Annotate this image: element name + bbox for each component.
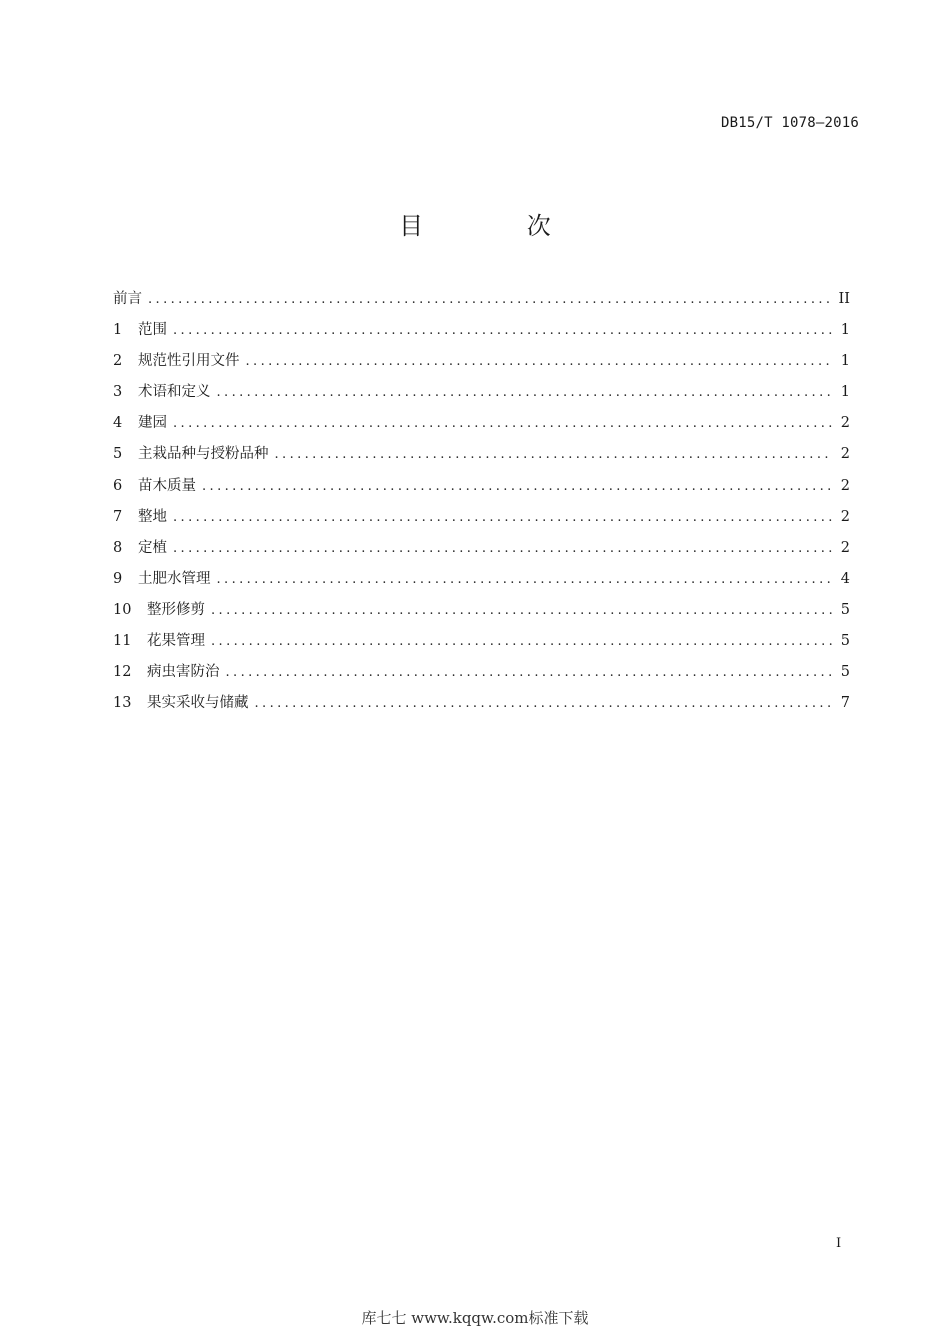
toc-entry-label: 建园 (138, 415, 167, 432)
standard-code: DB15/T 1078—2016 (720, 115, 859, 131)
toc-entry-label: 术语和定义 (138, 384, 211, 401)
toc-leader-dots (173, 323, 832, 338)
toc-entry-label: 定植 (138, 539, 167, 556)
toc-entry-page: 5 (840, 633, 850, 650)
toc-entry-label: 花果管理 (147, 633, 205, 650)
page-number: I (836, 1236, 842, 1251)
toc-entry-12[interactable] (113, 660, 850, 691)
toc-entry-number: 12 (113, 664, 132, 681)
toc-entry-label: 规范性引用文件 (138, 353, 240, 370)
toc-leader-dots (173, 510, 832, 525)
toc-entry-label: 整地 (138, 508, 167, 525)
toc-entry-page: 1 (840, 384, 850, 401)
toc-entry-page: II (838, 291, 850, 307)
toc-entry-9[interactable] (113, 567, 850, 598)
toc-entry-page: 1 (840, 322, 850, 339)
toc-entry-8[interactable] (113, 536, 850, 567)
toc-leader-dots (173, 541, 832, 556)
toc-entry-label: 苗木质量 (138, 477, 196, 494)
toc-entry-label: 病虫害防治 (147, 664, 220, 681)
toc-leader-dots (246, 354, 833, 369)
toc-entry-label: 前言 (113, 291, 142, 307)
toc-leader-dots (217, 572, 833, 587)
toc-entry-5[interactable] (113, 442, 850, 473)
toc-entry-page: 2 (840, 508, 850, 525)
toc-entry-6[interactable] (113, 474, 850, 505)
page-title: 目 次 (399, 212, 599, 240)
toc-entry-3[interactable] (113, 380, 850, 411)
toc-entry-number: 3 (113, 384, 123, 401)
toc-entry-page: 2 (840, 446, 850, 463)
toc-leader-dots (217, 385, 833, 400)
watermark-text: 库七七 www.kqqw.com标准下载 (361, 1309, 589, 1327)
toc-entry-page: 2 (840, 415, 850, 432)
toc-entry-page: 5 (840, 601, 850, 618)
toc-entry-number: 4 (113, 415, 123, 432)
toc-entry-number: 9 (113, 570, 123, 587)
toc-leader-dots (148, 292, 832, 307)
toc-leader-dots (255, 696, 833, 711)
toc-entry-4[interactable] (113, 411, 850, 442)
toc-entry-page: 7 (840, 695, 850, 712)
toc-entry-1[interactable] (113, 318, 850, 349)
toc-entry-2[interactable] (113, 349, 850, 380)
toc-leader-dots (275, 447, 833, 462)
toc-entry-page: 2 (840, 539, 850, 556)
toc-entry-label: 土肥水管理 (138, 570, 211, 587)
toc-entry-label: 整形修剪 (147, 601, 205, 618)
toc-entry-page: 1 (840, 353, 850, 370)
toc-entry-number: 7 (113, 508, 123, 525)
toc-entry-11[interactable] (113, 629, 850, 660)
toc-leader-dots (226, 665, 833, 680)
toc-entry-number: 11 (113, 633, 132, 650)
toc-entry-page: 2 (840, 477, 850, 494)
toc-entry-page: 4 (840, 570, 850, 587)
toc-entry-number: 6 (113, 477, 123, 494)
toc-entry-label: 主栽品种与授粉品种 (138, 446, 269, 463)
toc-entry-number: 8 (113, 539, 123, 556)
toc-entry-label: 范围 (138, 322, 167, 339)
toc-entry-number: 2 (113, 353, 123, 370)
toc-leader-dots (173, 416, 832, 431)
toc-entry-page: 5 (840, 664, 850, 681)
toc-entry-number: 13 (113, 695, 132, 712)
toc-entry-label: 果实采收与储藏 (147, 695, 249, 712)
toc-entry-foreword[interactable] (113, 287, 850, 318)
toc-entry-number: 1 (113, 322, 123, 339)
toc-leader-dots (202, 479, 832, 494)
table-of-contents (113, 287, 850, 722)
toc-entry-7[interactable] (113, 505, 850, 536)
toc-entry-number: 5 (113, 446, 123, 463)
toc-leader-dots (211, 634, 832, 649)
toc-entry-13[interactable] (113, 691, 850, 722)
toc-entry-number: 10 (113, 601, 132, 618)
toc-entry-10[interactable] (113, 598, 850, 629)
toc-leader-dots (211, 603, 832, 618)
